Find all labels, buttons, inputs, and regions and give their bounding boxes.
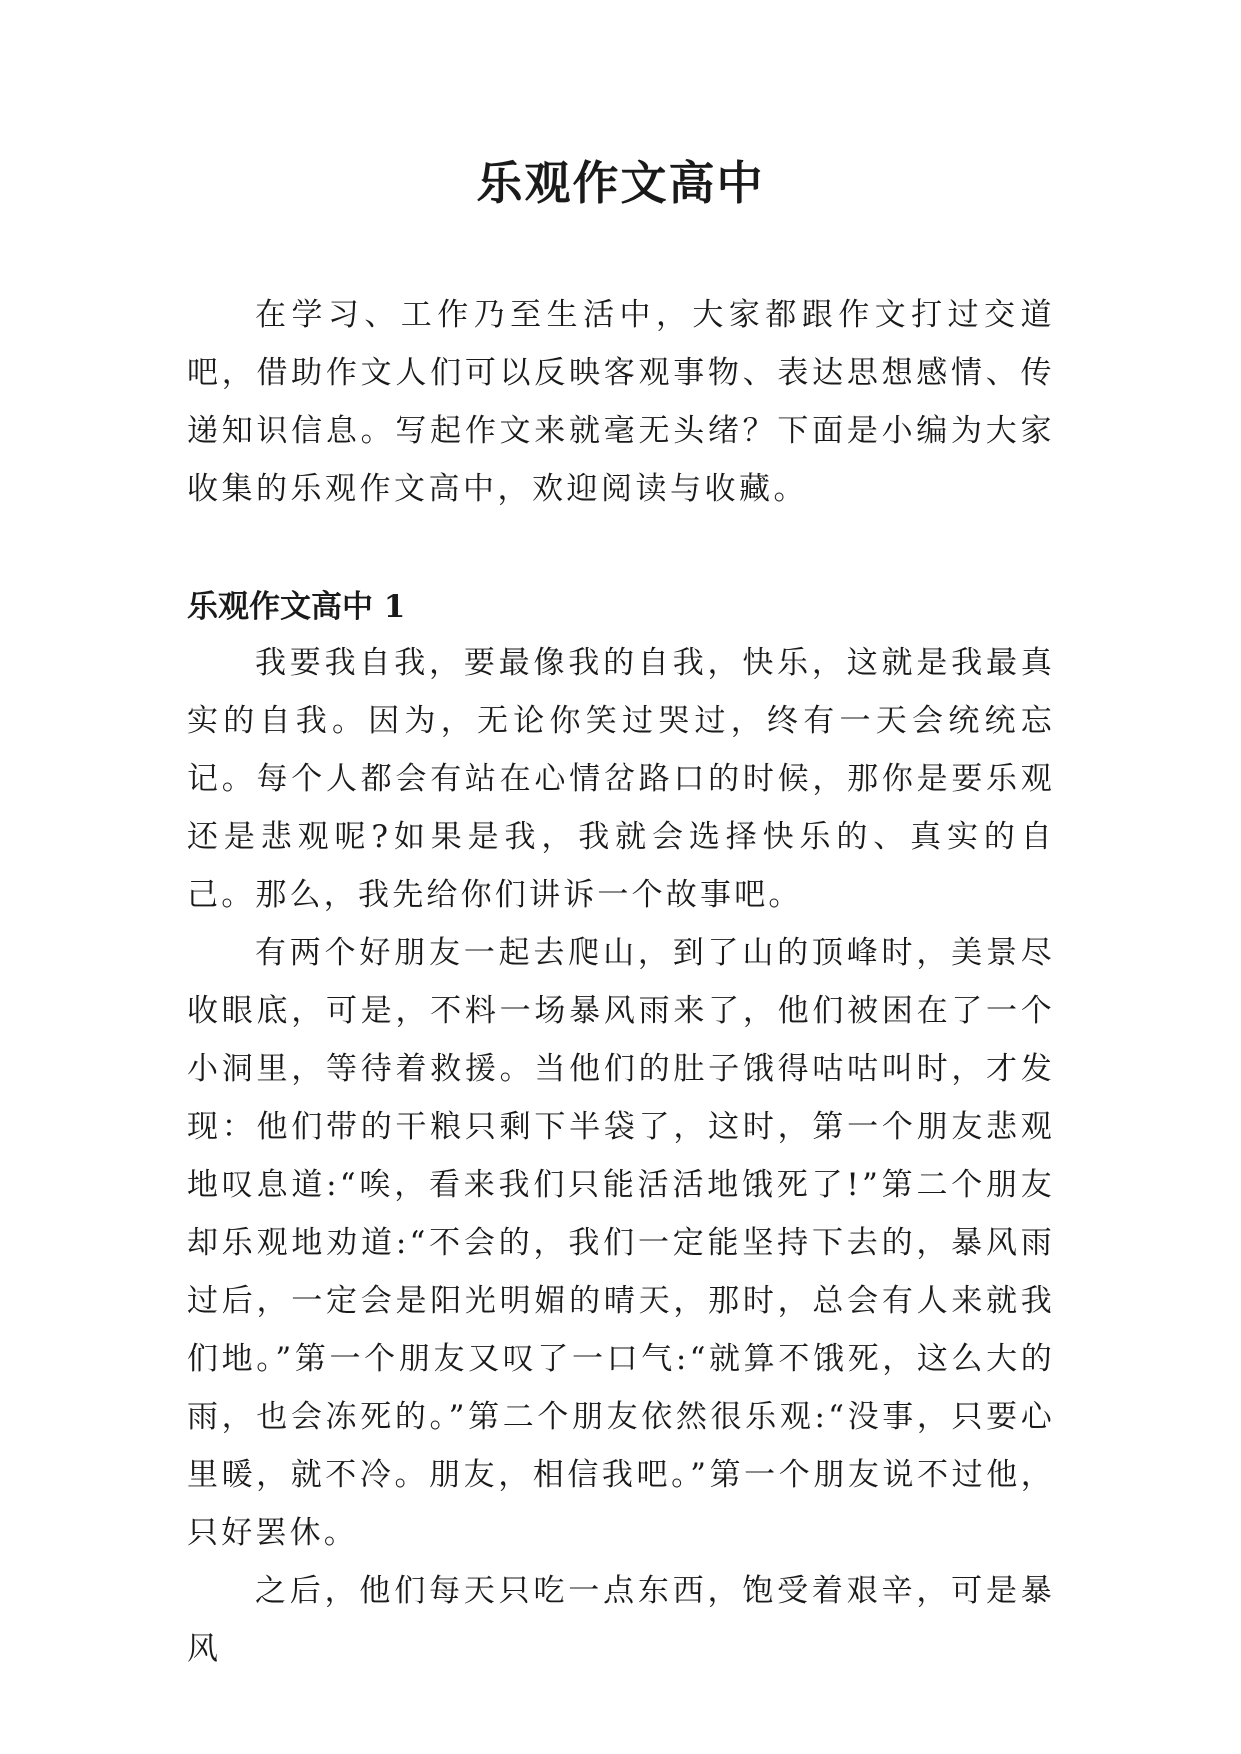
article-body	[187, 634, 1055, 1678]
article-paragraph: 我要我自我，要最像我的自我，快乐，这就是我最真实的自我。因为，无论你笑过哭过，终有一天会统统忘记。每个人都会有站在心情岔路口的时候，那你是要乐观还是悲观呢?如果是我，我就会选择快乐的、真实的自己。那么，我先给你们讲诉一个故事吧。	[187, 645, 1055, 913]
intro-paragraph: 在学习、工作乃至生活中，大家都跟作文打过交道吧，借助作文人们可以反映客观事物、表达思想感情、传递知识信息。写起作文来就毫无头绪？下面是小编为大家收集的乐观作文高中，欢迎阅读与收藏。	[187, 297, 1055, 507]
article-paragraph: 有两个好朋友一起去爬山，到了山的顶峰时，美景尽收眼底，可是，不料一场暴风雨来了，他们被困在了一个小洞里，等待着救援。当他们的肚子饿得咕咕叫时，才发现：他们带的干粮只剩下半袋了，这时，第一个朋友悲观地叹息道:“唉，看来我们只能活活地饿死了!”第二个朋友却乐观地劝道:“不会的，我们一定能坚持下去的，暴风雨过后，一定会是阳光明媚的晴天，那时，总会有人来就我们地。”第一个朋友又叹了一口气:“就算不饿死，这么大的雨，也会冻死的。”第二个朋友依然很乐观:“没事，只要心里暖，就不冷。朋友，相信我吧。”第一个朋友说不过他，只好罢休。	[187, 935, 1055, 1551]
section-heading: 乐观作文高中 1	[187, 589, 406, 625]
page-title: 乐观作文高中	[476, 156, 765, 210]
article-paragraph: 之后，他们每天只吃一点东西，饱受着艰辛，可是暴风	[187, 1573, 1055, 1667]
